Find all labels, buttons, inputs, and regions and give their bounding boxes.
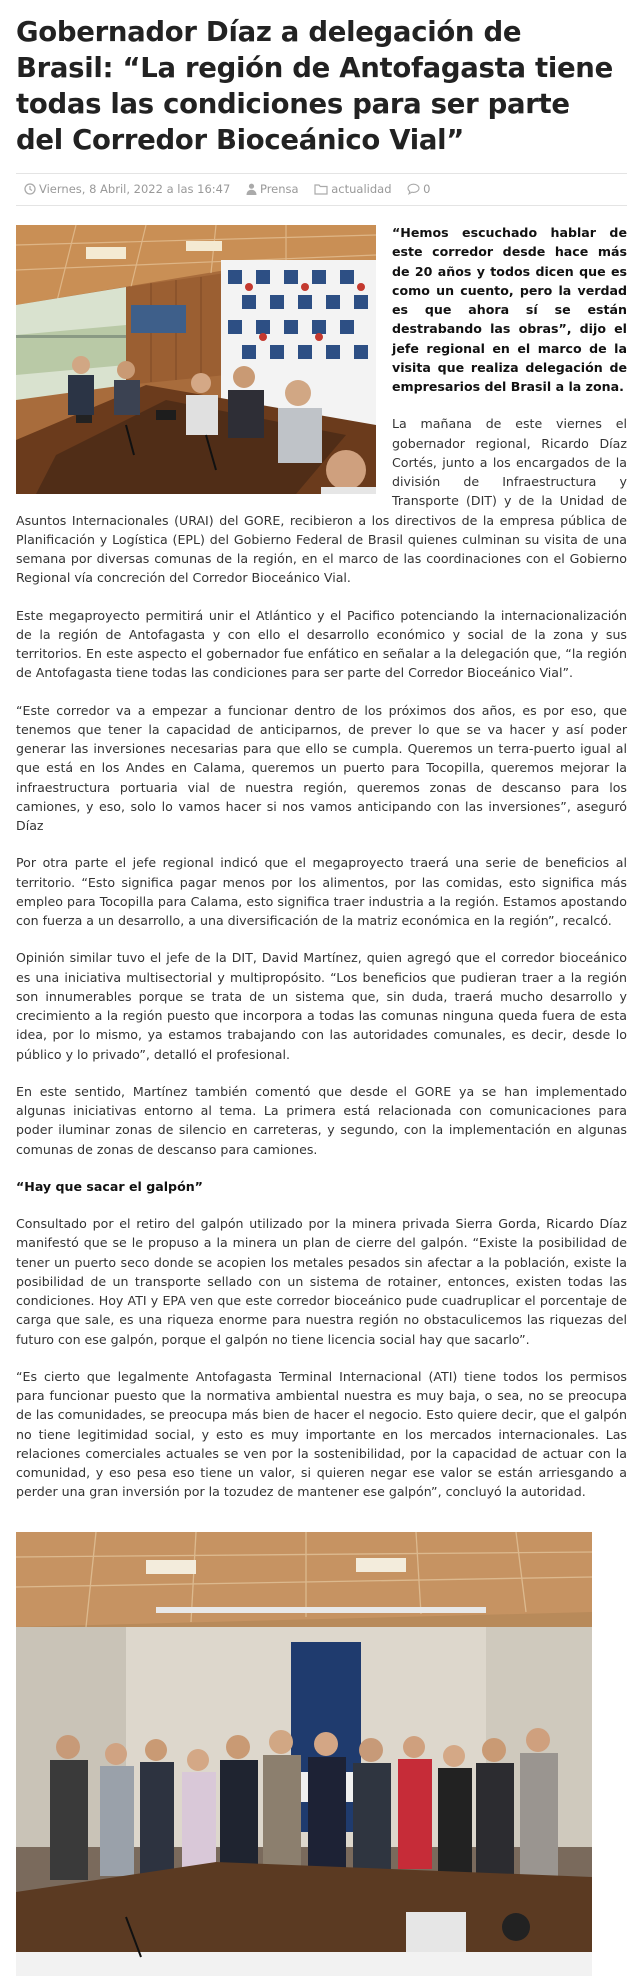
folder-icon — [314, 183, 328, 195]
meta-author[interactable] — [246, 182, 302, 196]
comment-icon — [407, 183, 420, 195]
article-meta — [24, 182, 443, 196]
meta-divider-top — [16, 173, 627, 174]
paragraph-4: Por otra parte el jefe regional indicó que el megaproyecto traerá una serie de beneficios al territorio. “Esto significa pagar menos por los alimentos, por las comidas, esto significa más empleo para Tocopilla para Calama, esto significa traer industria a la región. Estamos apostando con fuerza a un desarrollo, a una diversificación de la matriz económica en la región”, recalcó. — [16, 855, 627, 928]
article-title: Gobernador Díaz a delegación de Brasil: “La región de Antofagasta tiene todas las condiciones para ser parte del Corredor Bioceánico Vial” — [16, 16, 613, 156]
paragraph-5: Opinión similar tuvo el jefe de la DIT, David Martínez, quien agregó que el corredor bioceánico es una iniciativa multisectorial y multipropósito. “Los beneficios que pudieran traer a la región son innumerables porque se trata de un sistema que, sin duda, traerá mucho desarrollo y crecimiento a la región puesto que incorpora a todas las comunas ninguna queda fuera de esta idea, por lo mismo, ya estamos trabajando con las autoridades comunales, es decir, desde lo público y lo privado”, detalló el profesional. — [16, 950, 627, 1062]
meta-divider-bottom — [16, 205, 627, 206]
paragraph-6: En este sentido, Martínez también comentó que desde el GORE ya se han implementado algunas iniciativas entorno al tema. La primera está relacionada con comunicaciones para poder iluminar zonas de silencio en carreteras, y segundo, con la implementación en algunas comunas de zonas de descanso para camiones. — [16, 1083, 627, 1157]
user-icon — [246, 183, 257, 195]
article-body — [16, 223, 627, 1520]
paragraph-3: “Este corredor va a empezar a funcionar dentro de los próximos dos años, es por eso, que tenemos que tener la capacidad de anticiparnos, de prever lo que se va hacer y así poder generar las inversiones necesarias para que ello se cumpla. Queremos un terra-puerto igual al que está en los Andes en Calama, queremos un puerto para Tocopilla, queremos mejorar la infraestructura portuaria vial de nuestra región, queremos zonas de descanso para los camiones, y eso, solo lo vamos hacer si nos vamos anticipando con las inversiones”, aseguró Díaz — [16, 702, 627, 833]
image-float-spacer — [16, 223, 382, 498]
meta-category-text: actualidad — [331, 182, 392, 196]
meta-comments[interactable] — [407, 182, 430, 196]
section-subheading: “Hay que sacar el galpón” — [16, 1178, 203, 1194]
paragraph-8: “Es cierto que legalmente Antofagasta Terminal Internacional (ATI) tiene todos los permisos para funcionar puesto que la normativa ambiental nuestra es muy baja, o sea, no se preocupa de las comunidades, se preocupa más bien de hacer el negocio. Esto quiere decir, que el galpón no tiene legitimidad social, y esto es muy importante en los mercados internacionales. Las relaciones comerciales actuales se ven por la sostenibilidad, por la capacidad de actuar con la comunidad, y eso pesa eso tiene un valor, si quieren negar ese valor se están arriesgando a perder una gran inversión por la tozudez de mantener ese galpón”, concluyó la autoridad. — [16, 1368, 627, 1500]
group-photo — [16, 1532, 592, 1976]
paragraph-1: La mañana de este viernes el gobernador regional, Ricardo Díaz Cortés, junto a los encargados de la división de Infraestructura y Transporte (DIT) y de la Unidad de Asuntos Internacionales (URAI) del GORE, recibieron a los directivos de la empresa pública de Planificación y Logística (EPL) del Gobierno Federal de Brasil quienes culminan su visita de una semana por diversas comunas de la región, en el marco de las coordinaciones con el Gobierno Regional vía concreción del Corredor Bioceánico Vial. — [16, 416, 627, 586]
meta-category[interactable] — [314, 182, 395, 196]
paragraph-7: Consultado por el retiro del galpón utilizado por la minera privada Sierra Gorda, Ricardo Díaz manifestó que se le propuso a la minera un plan de cierre del galpón. “Existe la posibilidad de tener un puerto seco donde se acopien los metales pesados sin afectar a la población, existe la posibilidad de un transporte sellado con un sistema de rotainer, entonces, existen todas las condiciones. Hoy ATI y EPA ven que este corredor bioceánico pude cuadruplicar el porcentaje de carga que sale, es una riqueza enorme para nuestra región no obstaculicemos las riquezas del futuro con ese galpón, porque el galpón no tiene licencia social hay que sacarlo”. — [16, 1216, 627, 1347]
meta-comments-count: 0 — [423, 182, 431, 196]
lead-paragraph: “Hemos escuchado hablar de este corredor desde hace más de 20 años y todos dicen que es como un cuento, pero la verdad es que ahora sí se están destrabando las obras”, dijo el jefe regional en el marco de la visita que realiza delegación de empresarios del Brasil a la zona. — [392, 225, 627, 394]
paragraph-2: Este megaproyecto permitirá unir el Atlántico y el Pacifico potenciando la internacionalización de la región de Antofagasta y con ello el desarrollo económico y social de la zona y sus territorios. En este aspecto el gobernador fue enfático en señalar a la delegación que, “la región de Antofagasta tiene todas las condiciones para ser parte del Corredor Bioceánico Vial”. — [16, 607, 627, 681]
meta-date-text: Viernes, 8 Abril, 2022 a las 16:47 — [39, 182, 231, 196]
meta-author-text: Prensa — [259, 182, 299, 196]
meta-date — [24, 182, 234, 196]
clock-icon — [24, 183, 36, 195]
